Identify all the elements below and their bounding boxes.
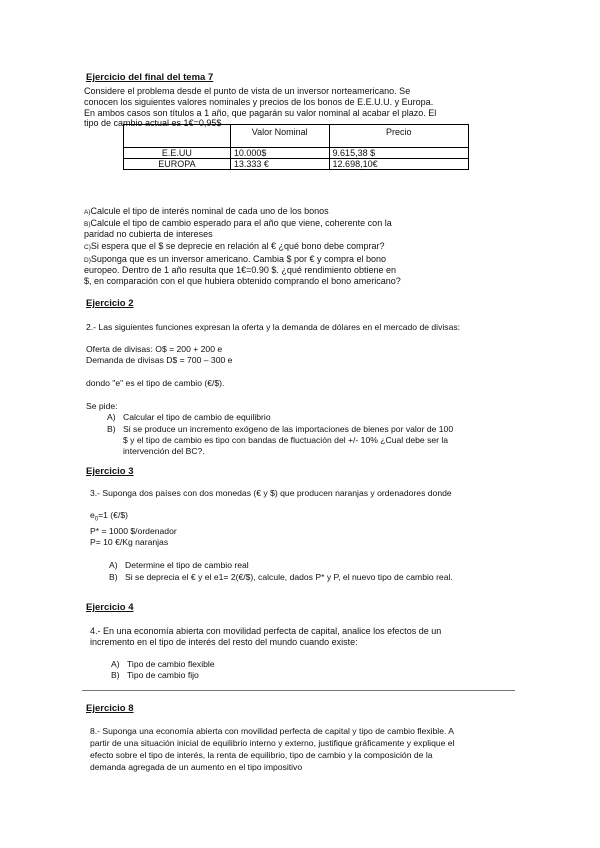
table-row — [124, 148, 469, 159]
item-text: Calcular el tipo de cambio de equilibrio — [123, 412, 271, 422]
table-header-cell — [124, 125, 231, 148]
item-label: B) — [107, 424, 116, 434]
exercise4-statement-line: incremento en el tipo de interés del resto del mundo cuando existe: — [90, 637, 358, 647]
exercise3-item-a — [109, 560, 249, 571]
item-label: A) — [109, 560, 118, 570]
exercise8-statement-line: 8.- Suponga una economía abierta con movilidad perfecta de capital y tipo de cambio flexible. A — [90, 726, 455, 736]
exercise7-title: Ejercicio del final del tema 7 — [86, 72, 214, 83]
exercise8-statement-line: demanda agregada de un aumento en el tipo impositivo — [90, 762, 303, 772]
e0-subscript: 0 — [94, 516, 99, 523]
exercise3-e0 — [90, 510, 128, 526]
exercise2-where: dondo "e" es el tipo de cambio (€/$). — [86, 378, 225, 388]
table-cell: E.E.UU — [124, 148, 231, 159]
table-cell: 9.615,38 $ — [329, 148, 468, 159]
exercise7-intro-line: conocen los siguientes valores nominales y precios de los bonos de E.E.U.U. y Europa. — [84, 97, 434, 107]
question-text: Suponga que es un inversor americano. Cambia $ por € y compra el bono — [90, 254, 387, 264]
exercise7-question-d-cont: europeo. Dentro de 1 año resulta que 1€=0.90 $. ¿qué rendimiento obtiene en — [84, 265, 396, 275]
e0-symbol: e — [90, 510, 95, 520]
exercise7-question-d-cont: $, en comparación con el que hubiera obtenido comprando el bono americano? — [84, 276, 401, 286]
table-cell: EUROPA — [124, 159, 231, 170]
exercise7-question-b-cont: paridad no cubierta de intereses — [84, 229, 213, 239]
exercise4-item-b — [111, 670, 199, 681]
exercise2-item-b — [107, 424, 453, 435]
exercise8-statement-line: efecto sobre el tipo de interés, la renta de equilibrio, tipo de cambio y la composición de la — [90, 750, 433, 760]
exercise3-item-b — [109, 572, 453, 583]
item-text: Si se deprecia el € y el e1= 2(€/$), calcule, dados P* y P, el nuevo tipo de cambio real. — [125, 572, 453, 582]
table-cell: 10.000$ — [230, 148, 329, 159]
item-text: Si se produce un incremento exógeno de las importaciones de bienes por valor de 100 — [123, 424, 454, 434]
e0-value: =1 (€/$) — [98, 510, 128, 520]
exercise2-title: Ejercicio 2 — [86, 298, 134, 309]
exercise2-item-b-cont: $ y el tipo de cambio es tipo con bandas de fluctuación del +/- 10% ¿Cual debe ser la — [123, 435, 449, 445]
question-prefix: D) — [84, 257, 91, 264]
question-prefix: C) — [84, 244, 91, 251]
exercise7-intro-line: tipo de cambio actual es 1€=0,95$ — [84, 118, 222, 128]
question-text: Calcule el tipo de interés nominal de cada uno de los bonos — [90, 206, 329, 216]
exercise4-statement-line: 4.- En una economía abierta con movilidad perfecta de capital, analice los efectos de un — [90, 626, 442, 636]
table-cell: 12.698,10€ — [329, 159, 468, 170]
exercise3-statement: 3.- Suponga dos países con dos monedas (€ y $) que producen naranjas y ordenadores donde — [90, 488, 452, 498]
question-text: Calcule el tipo de cambio esperado para el año que viene, coherente con la — [90, 218, 392, 228]
exercise2-item-a — [107, 412, 271, 423]
item-label: B) — [111, 670, 120, 680]
item-label: B) — [109, 572, 118, 582]
exercise2-demand: Demanda de divisas D$ = 700 – 300 e — [86, 355, 233, 365]
section-divider — [82, 690, 515, 691]
exercise8-statement-line: partir de una situación inicial de equilibrio interno y externo, justifique gráficamente y explique el — [90, 738, 455, 748]
item-text: Tipo de cambio fijo — [127, 670, 199, 680]
item-label: A) — [107, 412, 116, 422]
table-header-cell: Valor Nominal — [230, 125, 329, 148]
exercise2-supply: Oferta de divisas: O$ = 200 + 200 e — [86, 344, 223, 354]
exercise4-item-a — [111, 659, 215, 670]
exercise3-p-star: P* = 1000 $/ordenador — [90, 526, 177, 536]
question-text: Si espera que el $ se deprecie en relación al € ¿qué bono debe comprar? — [90, 241, 385, 251]
exercise2-statement: 2.- Las siguientes funciones expresan la oferta y la demanda de dólares en el mercado de divisas: — [86, 322, 461, 332]
exercise7-question-a — [84, 206, 329, 218]
exercise3-title: Ejercicio 3 — [86, 466, 134, 477]
exercise7-intro-line: Considere el problema desde el punto de vista de un inversor norteamericano. Se — [84, 86, 411, 96]
question-prefix: B) — [84, 221, 91, 228]
table-header-row — [124, 125, 469, 148]
table-header-cell: Precio — [329, 125, 468, 148]
exercise3-p: P= 10 €/Kg naranjas — [90, 537, 169, 547]
exercise4-title: Ejercicio 4 — [86, 602, 134, 613]
exercise2-item-b-cont: intervención del BC?. — [123, 446, 205, 456]
exercise7-question-c — [84, 241, 385, 253]
item-label: A) — [111, 659, 120, 669]
item-text: Determine el tipo de cambio real — [125, 560, 249, 570]
table-cell: 13.333 € — [230, 159, 329, 170]
exercise2-asked: Se pide: — [86, 401, 118, 411]
bonds-table — [123, 124, 469, 170]
item-text: Tipo de cambio flexible — [127, 659, 215, 669]
table-row — [124, 159, 469, 170]
exercise7-intro-line: En ambos casos son títulos a 1 año, que pagarán su valor nominal al acabar el plazo. El — [84, 108, 437, 118]
exercise8-title: Ejercicio 8 — [86, 703, 134, 714]
question-prefix: A) — [84, 209, 91, 216]
